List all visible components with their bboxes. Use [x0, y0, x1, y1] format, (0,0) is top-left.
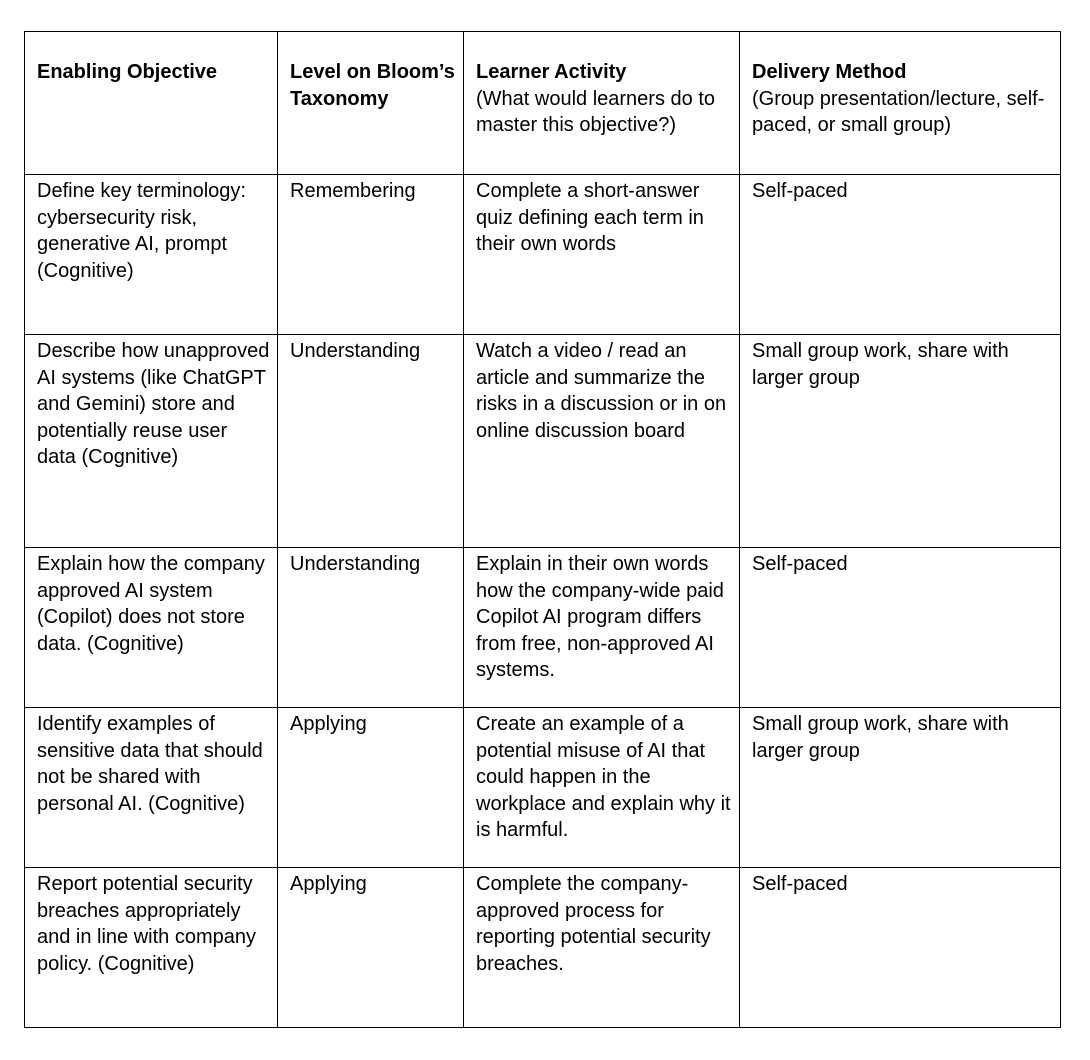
objectives-table	[24, 31, 1061, 1028]
header-row	[25, 32, 1061, 175]
header-title: Enabling Objective	[37, 61, 218, 83]
header-title: Level on Bloom’s Taxonomy	[290, 61, 455, 110]
cell-text: Self-paced	[752, 180, 848, 202]
cell-level	[278, 548, 464, 708]
cell-text: Applying	[290, 873, 367, 895]
header-bloom-level	[278, 32, 464, 175]
cell-text: Remembering	[290, 180, 416, 202]
cell-text: Small group work, share with larger group	[752, 340, 1009, 389]
cell-level	[278, 708, 464, 868]
cell-text: Understanding	[290, 340, 421, 362]
header-enabling-objective	[25, 32, 278, 175]
table-row	[25, 548, 1061, 708]
header-learner-activity	[464, 32, 740, 175]
cell-text: Create an example of a potential misuse of AI that could happen in the workplace and explain why it is harmful.	[476, 713, 731, 841]
cell-activity	[464, 175, 740, 335]
cell-text: Describe how unapproved AI systems (like ChatGPT and Gemini) store and potentially reuse user data (Cognitive)	[37, 340, 270, 468]
cell-text: Report potential security breaches appropriately and in line with company policy. (Cognitive)	[37, 873, 257, 975]
cell-text: Watch a video / read an article and summarize the risks in a discussion or in on online discussion board	[476, 340, 727, 442]
cell-text: Understanding	[290, 553, 421, 575]
cell-text: Identify examples of sensitive data that should not be shared with personal AI. (Cognitive)	[37, 713, 263, 815]
header-subtitle: (Group presentation/lecture, self-paced, or small group)	[752, 87, 1045, 136]
cell-objective	[25, 708, 278, 868]
header-title: Learner Activity	[476, 61, 627, 83]
cell-objective	[25, 175, 278, 335]
header-subtitle: (What would learners do to master this objective?)	[476, 87, 716, 136]
table-row	[25, 175, 1061, 335]
cell-text: Explain how the company approved AI system (Copilot) does not store data. (Cognitive)	[37, 553, 265, 655]
cell-delivery	[740, 868, 1061, 1028]
cell-level	[278, 175, 464, 335]
header-delivery-method	[740, 32, 1061, 175]
cell-text: Self-paced	[752, 553, 848, 575]
cell-text: Define key terminology: cybersecurity risk, generative AI, prompt (Cognitive)	[37, 180, 246, 282]
header-title: Delivery Method	[752, 61, 907, 83]
cell-delivery	[740, 548, 1061, 708]
cell-activity	[464, 548, 740, 708]
table-row	[25, 708, 1061, 868]
cell-delivery	[740, 175, 1061, 335]
cell-text: Self-paced	[752, 873, 848, 895]
cell-activity	[464, 868, 740, 1028]
cell-text: Complete a short-answer quiz defining each term in their own words	[476, 180, 704, 255]
table-row	[25, 335, 1061, 548]
cell-level	[278, 868, 464, 1028]
cell-text: Complete the company-approved process for reporting potential security breaches.	[476, 873, 711, 975]
cell-delivery	[740, 335, 1061, 548]
cell-objective	[25, 868, 278, 1028]
cell-objective	[25, 335, 278, 548]
cell-objective	[25, 548, 278, 708]
cell-text: Applying	[290, 713, 367, 735]
cell-level	[278, 335, 464, 548]
cell-text: Small group work, share with larger group	[752, 713, 1009, 762]
cell-text: Explain in their own words how the company-wide paid Copilot AI program differs from free, non-approved AI systems.	[476, 553, 724, 681]
cell-delivery	[740, 708, 1061, 868]
cell-activity	[464, 335, 740, 548]
table-row	[25, 868, 1061, 1028]
cell-activity	[464, 708, 740, 868]
